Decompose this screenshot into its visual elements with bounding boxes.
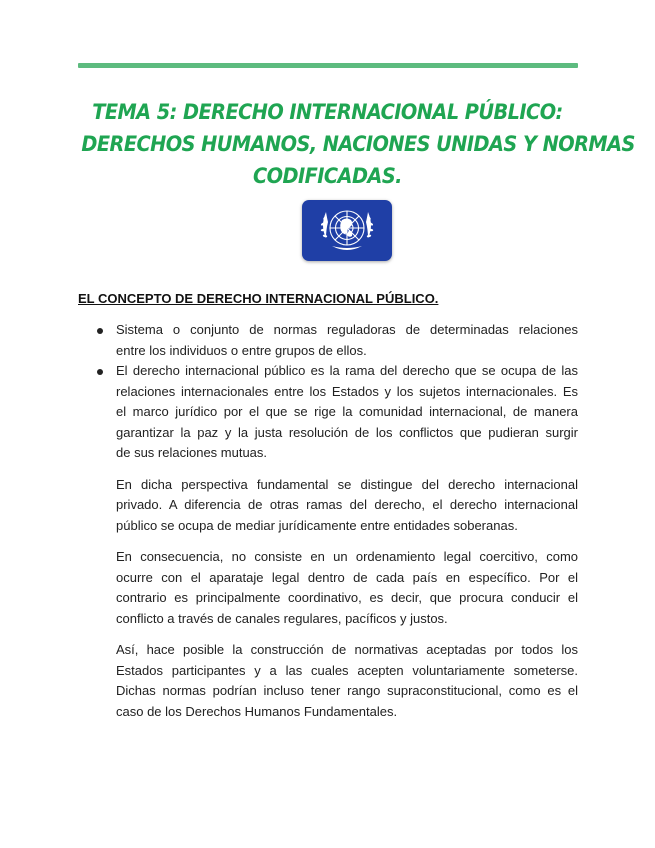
text-line: Sistema o conjunto de normas reguladoras de determinadas relaciones (116, 322, 578, 337)
text-line: privado. A diferencia de otras ramas del derecho, el derecho internacional (116, 497, 578, 512)
bullet-dot-icon (97, 369, 103, 375)
text-line: En dicha perspectiva fundamental se distingue del derecho internacional (116, 476, 578, 492)
section-heading: EL CONCEPTO DE DERECHO INTERNACIONAL PÚBLICO. (78, 291, 439, 306)
body-content (78, 320, 578, 722)
text-line: público se ocupa de mediar jurídicamente entre entidades soberanas. (116, 517, 518, 533)
text-line: conflicto a través de canales regulares, pacíficos y justos. (116, 610, 448, 626)
paragraph (78, 475, 578, 537)
un-emblem-icon (302, 200, 392, 261)
text-line: contrario es principalmente coordinativo, es decir, que procura conducir el (116, 590, 578, 605)
bullet-list (78, 320, 578, 464)
text-line: de sus relaciones mutuas. (116, 445, 268, 460)
text-line: relaciones internacionales entre los Estados y los sujetos internacionales. Es (116, 383, 578, 399)
text-line: caso de los Derechos Humanos Fundamentales. (116, 703, 398, 719)
text-line: Estados participantes y a las cuales acepten voluntariamente someterse. (116, 662, 578, 678)
text-line: entre los individuos o entre grupos de ellos. (116, 342, 367, 358)
paragraph (78, 640, 578, 722)
page-title (81, 96, 635, 192)
title-line: TEMA 5: DERECHO INTERNACIONAL PÚBLICO: (92, 100, 563, 125)
top-divider (78, 63, 578, 68)
bullet-item (78, 361, 578, 464)
text-line: garantizar la paz y la justa resolución de los conflictos que pudieran surgir (116, 424, 578, 440)
text-line: ocurre con el aparataje legal dentro de cada país en específico. Por el (116, 569, 578, 585)
text-line: Así, hace posible la construcción de normativas aceptadas por todos los (116, 642, 578, 657)
title-line: DERECHOS HUMANOS, NACIONES UNIDAS Y NORMAS (81, 132, 635, 157)
bullet-item (78, 320, 578, 361)
paragraph (78, 547, 578, 629)
text-line: En consecuencia, no consiste en un ordenamiento legal coercitivo, como (116, 549, 578, 564)
text-line: El derecho internacional público es la rama del derecho que se ocupa de las (116, 363, 578, 378)
text-line: Dichas normas podrían incluso tener rango supraconstitucional, como es el (116, 683, 578, 698)
title-line: CODIFICADAS. (253, 164, 402, 189)
bullet-dot-icon (97, 328, 103, 334)
text-line: el marco jurídico por el que se rige la comunidad internacional, de manera (116, 404, 578, 419)
